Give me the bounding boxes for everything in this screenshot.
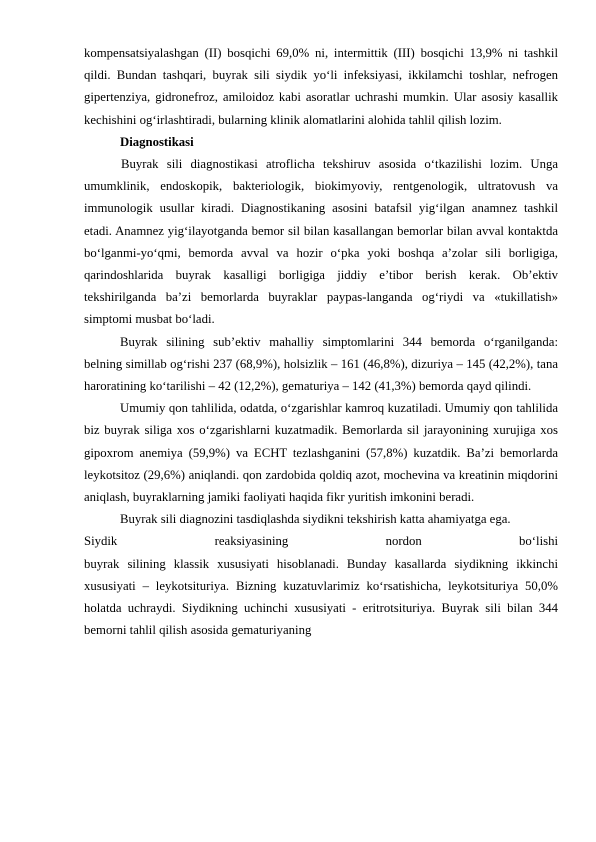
page-content <box>84 42 558 641</box>
paragraph-urine-analysis: buyrak silining klassik xususiyati hisoblanadi. Bunday kasallarda siydikning ikkinchi xususiyati – leykotsituriya. Bizning kuzatuvlarimiz ko‘rsatishicha, leykotsituriya 50,0% holatda uchraydi. Siydikning uchinchi xususiyati - eritrotsituriya. Buyrak sili bilan 344 bemorni tahlil qilish asosida gematuriyaning <box>84 556 558 638</box>
paragraph-urine-line-2: Siydik reaksiyasining nordon bo‘lishi <box>84 534 558 549</box>
paragraph-blood-analysis: Umumiy qon tahlilida, odatda, o‘zgarishlar kamroq kuzatiladi. Umumiy qon tahlilida biz buyrak siliga xos o‘zgarishlarni kuzatmadik. Bemorlarda sil jarayonining xurujiga xos gipoxrom anemiya (59,9%) va ECHT tezlashganini (57,8%) kuzatdik. Ba’zi bemorlarda leykotsitoz (29,6%) aniqlandi. qon zardobida qoldiq azot, mochevina va kreatinin miqdorini aniqlash, buyraklarning jamiki faoliyati haqida fikr yuritish imkonini beradi. <box>84 401 558 505</box>
paragraph-complications: kompensatsiyalashgan (II) bosqichi 69,0% ni, intermittik (III) bosqichi 13,9% ni tashkil qildi. Bundan tashqari, buyrak sili siydik yo‘li infeksiyasi, ikkilamchi toshlar, nefrogen gipertenziya, gidronefroz, amiloidoz kabi asoratlar uchrashi mumkin. Ular asosiy kasallik kechishini og‘irlashtiradi, bularning klinik alomatlarini alohida tahlil qilish lozim. <box>84 46 558 127</box>
section-heading-diagnostics: Diagnostikasi <box>120 134 194 149</box>
paragraph-urine-line-1: Buyrak sili diagnozini tasdiqlashda siydikni tekshirish katta ahamiyatga ega. <box>120 512 511 527</box>
paragraph-symptoms: Buyrak silining sub’ektiv mahalliy simptomlarini 344 bemorda o‘rganilganda: belning simillab og‘rishi 237 (68,9%), holsizlik – 161 (46,8%), dizuriya – 145 (42,2%), tana haroratining ko‘tarilishi – 42 (12,2%), gematuriya – 142 (41,3%) bemorda qayd qilindi. <box>84 334 558 394</box>
paragraph-diagnostics-methods: Buyrak sili diagnostikasi atroflicha tekshiruv asosida o‘tkazilishi lozim. Unga umumklinik, endoskopik, bakteriologik, biokimyoviy, rentgenologik, ultratovush va immunologik usullar kiradi. Diagnostikaning asosini batafsil yig‘ilgan anamnez tashkil etadi. Anamnez yig‘ilayotganda bemor sil bilan kasallangan bemorlar bilan avval kontaktda bo‘lganmi-yo‘qmi, bemorda avval va hozir o‘pka yoki boshqa a’zolar sili borligiga, qarindoshlarida buyrak kasalligi borligiga jiddiy e’tibor berish kerak. Ob’ektiv tekshirilganda ba’zi bemorlarda buyraklar paypas-langanda og‘riydi va «tukillatish» simptomi musbat bo‘ladi. <box>84 157 558 327</box>
